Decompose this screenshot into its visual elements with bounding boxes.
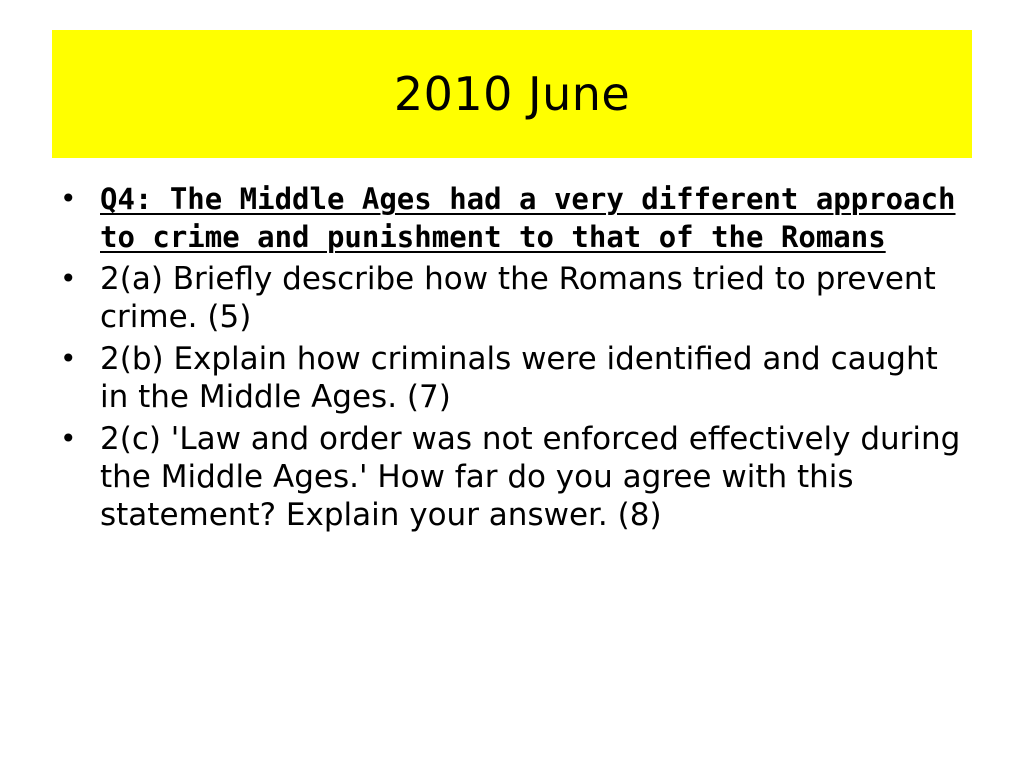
question-part-2a: 2(a) Briefly describe how the Romans tried to prevent crime. (5) [100, 261, 936, 335]
question-heading: Q4: The Middle Ages had a very different approach to crime and punishment to that of the Romans [100, 182, 956, 254]
bullet-point-icon: • [60, 262, 77, 295]
slide-title: 2010 June [393, 67, 631, 121]
bullet-point-icon: • [60, 182, 77, 215]
bullet-list [60, 180, 970, 538]
bullet-point-icon: • [60, 342, 77, 375]
question-part-2b: 2(b) Explain how criminals were identified and caught in the Middle Ages. (7) [100, 341, 938, 415]
title-banner [52, 30, 972, 158]
bullet-item-2b [60, 340, 970, 416]
bullet-point-icon: • [60, 422, 77, 455]
bullet-item-2a [60, 260, 970, 336]
bullet-item-2c [60, 420, 970, 534]
question-part-2c: 2(c) 'Law and order was not enforced effectively during the Middle Ages.' How far do you agree with this statement? Explain your answer. (8) [100, 421, 961, 533]
bullet-item-q4 [60, 180, 970, 256]
